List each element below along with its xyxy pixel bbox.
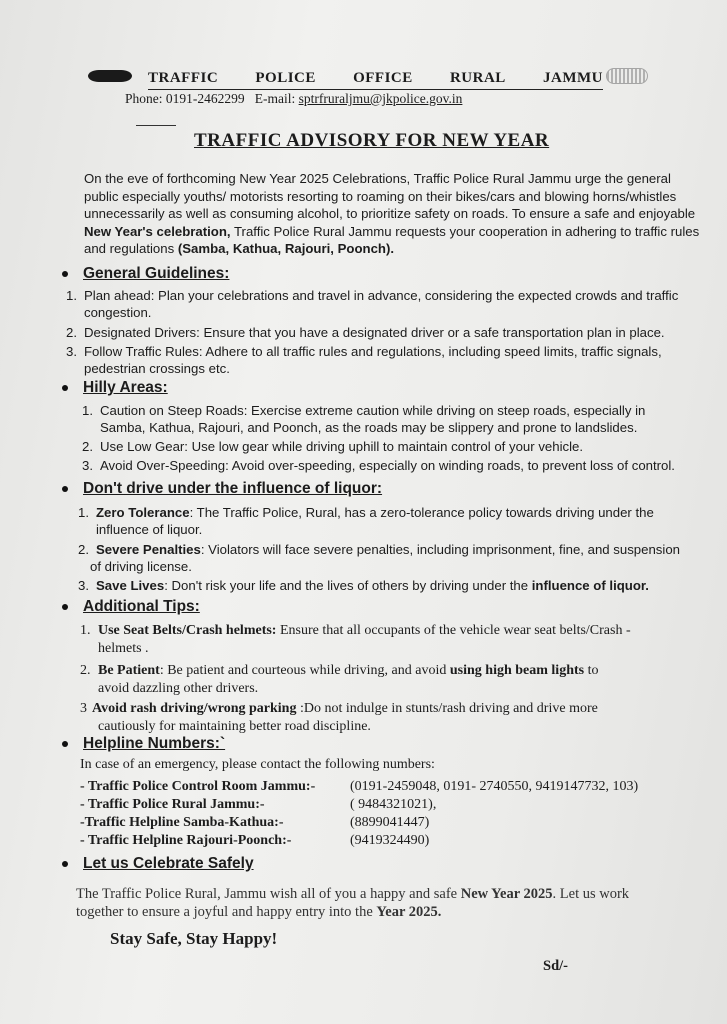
item-text: :Do not indulge in stunts/rash driving and drive more	[296, 701, 598, 716]
list-item	[78, 504, 708, 521]
list-item	[80, 662, 710, 680]
item-number: 2.	[66, 325, 77, 340]
bullet-icon	[62, 741, 68, 747]
header-word: OFFICE	[353, 70, 413, 86]
item-bold: Avoid rash driving/wrong parking	[92, 701, 297, 716]
helpline-row	[80, 814, 710, 832]
list-item	[80, 622, 710, 640]
list-item-continued: pedestrian crossings etc.	[84, 361, 230, 376]
closing-paragraph	[76, 885, 716, 921]
closing-text: together to ensure a joyful and happy entry into the	[76, 904, 377, 920]
section-title: General Guidelines:	[83, 265, 230, 282]
intro-line	[84, 240, 700, 258]
closing-text: The Traffic Police Rural, Jammu wish all of you a happy and safe	[76, 886, 461, 902]
list-item-continued: of driving license.	[90, 559, 192, 574]
section-heading-general	[62, 265, 229, 283]
helpline-row	[80, 778, 710, 796]
helpline-number[interactable]: (0191-2459048, 0191- 2740550, 9419147732, 103)	[350, 779, 639, 794]
page-title: TRAFFIC ADVISORY FOR NEW YEAR	[194, 130, 550, 151]
list-item-continued: congestion.	[84, 305, 152, 320]
bullet-icon	[62, 861, 68, 867]
closing-bold: New Year 2025	[460, 886, 553, 902]
item-text: Use Low Gear: Use low gear while driving uphill to maintain control of your vehicle.	[100, 439, 584, 454]
section-title: Let us Celebrate Safely	[83, 855, 254, 872]
section-title: Don't drive under the influence of liquor:	[83, 480, 383, 497]
closing-text: . Let us work	[552, 886, 630, 902]
bullet-icon	[62, 486, 68, 492]
bullet-icon	[62, 385, 68, 391]
intro-line: unnecessarily as well as consuming alcohol, to prioritize safety on roads. To ensure a safe and enjoyable	[84, 206, 696, 221]
general-list	[66, 287, 706, 377]
item-bold: Use Seat Belts/Crash helmets:	[98, 623, 277, 638]
list-item-continued: influence of liquor.	[96, 522, 203, 537]
item-text: Follow Traffic Rules: Adhere to all traffic rules and regulations, including speed limits, traffic signals,	[84, 344, 662, 359]
bullet-icon	[62, 604, 68, 610]
email-label: E-mail:	[254, 91, 296, 106]
item-bold: Save Lives	[96, 578, 165, 593]
list-item	[78, 541, 708, 558]
item-text: : Don't risk your life and the lives of others by driving under the	[164, 578, 532, 593]
list-item	[66, 324, 706, 341]
list-item-continued: Samba, Kathua, Rajouri, and Poonch, as the roads may be slippery and prone to landslides.	[100, 420, 638, 435]
item-text: Designated Drivers: Ensure that you have a designated driver or a safe transportation plan in place.	[84, 325, 665, 340]
list-item	[82, 457, 702, 474]
item-text: : The Traffic Police, Rural, has a zero-tolerance policy towards driving under the	[189, 505, 654, 520]
helpline-label: - Traffic Police Rural Jammu:-	[80, 797, 265, 812]
helpline-number[interactable]: ( 9484321021),	[350, 797, 437, 812]
item-number: 1.	[66, 288, 77, 303]
email-link[interactable]: sptrfruraljmu@jkpolice.gov.in	[298, 91, 463, 106]
helpline-label: - Traffic Police Control Room Jammu:-	[80, 779, 316, 794]
list-item	[82, 438, 702, 455]
item-number: 3.	[66, 344, 77, 359]
list-item	[82, 402, 702, 419]
section-heading-tips	[62, 598, 200, 616]
intro-bold: New Year's celebration,	[84, 223, 231, 239]
section-title: Helpline Numbers:`	[83, 735, 226, 752]
item-text: Ensure that all occupants of the vehicle wear seat belts/Crash -	[276, 623, 631, 638]
item-number: 2.	[82, 439, 93, 454]
intro-line: public especially youths/ motorists resorting to roaming on their bikes/cars and blowing horns/whistles	[84, 188, 677, 204]
item-bold: Zero Tolerance	[96, 505, 190, 520]
item-bold: Severe Penalties	[96, 542, 201, 557]
bullet-icon	[62, 271, 68, 277]
stay-safe-slogan: Stay Safe, Stay Happy!	[110, 929, 278, 948]
hilly-list	[82, 402, 702, 474]
item-number: 3.	[78, 578, 89, 593]
list-item	[66, 343, 706, 360]
item-text: : Violators will face severe penalties, including imprisonment, fine, and suspension	[200, 542, 681, 557]
intro-line	[84, 223, 700, 241]
item-text: Avoid Over-Speeding: Avoid over-speeding, especially on winding roads, to prevent loss of control.	[100, 458, 675, 473]
section-heading-liquor	[62, 480, 382, 498]
helpline-row	[80, 832, 710, 850]
item-text: : Be patient and courteous while driving, and avoid	[159, 663, 450, 678]
helpline-number[interactable]: (8899041447)	[350, 815, 430, 830]
section-heading-hilly	[62, 379, 168, 397]
section-heading-helpline	[62, 735, 225, 753]
helpline-intro: In case of an emergency, please contact the following numbers:	[80, 757, 435, 772]
intro-text: Traffic Police Rural Jammu requests your cooperation in adhering to traffic rules	[230, 223, 700, 239]
item-number: 1.	[80, 623, 91, 638]
item-number: 1.	[78, 505, 89, 520]
section-title: Additional Tips:	[83, 598, 200, 615]
header-word: RURAL	[449, 70, 506, 86]
seal-icon	[606, 68, 648, 84]
item-text: Caution on Steep Roads: Exercise extreme caution while driving on steep roads, especially in	[100, 403, 646, 418]
list-item-continued: helmets .	[98, 641, 149, 656]
item-bold: using high beam lights	[449, 663, 585, 678]
item-bold: Be Patient	[98, 663, 160, 678]
section-heading-celebrate	[62, 855, 254, 873]
helpline-label: -Traffic Helpline Samba-Kathua:-	[80, 815, 284, 830]
item-text: to	[584, 663, 599, 678]
phone: Phone: 0191-2462299	[125, 91, 245, 106]
list-item	[80, 700, 710, 718]
item-number: 3	[80, 701, 87, 716]
office-header	[148, 70, 603, 90]
list-item	[78, 577, 708, 594]
liquor-list	[78, 504, 708, 594]
divider	[136, 125, 176, 126]
closing-line	[76, 885, 716, 903]
closing-bold: Year 2025.	[376, 904, 442, 920]
tips-list	[80, 622, 710, 736]
item-number: 3.	[82, 458, 93, 473]
intro-paragraph	[84, 170, 700, 258]
helpline-number[interactable]: (9419324490)	[350, 833, 430, 848]
list-item-continued: avoid dazzling other drivers.	[98, 681, 259, 696]
header-word: POLICE	[255, 70, 316, 86]
item-number: 1.	[82, 403, 93, 418]
signature: Sd/-	[543, 958, 568, 974]
item-number: 2.	[78, 542, 89, 557]
intro-text: and regulations	[84, 241, 178, 256]
helpline-label: - Traffic Helpline Rajouri-Poonch:-	[80, 833, 292, 848]
header-word: JAMMU	[543, 70, 603, 86]
item-number: 2.	[80, 663, 91, 678]
section-title: Hilly Areas:	[83, 379, 168, 396]
police-emblem-icon	[88, 70, 132, 82]
item-text: Plan ahead: Plan your celebrations and travel in advance, considering the expected crowds and traffic	[84, 288, 679, 303]
intro-bold: (Samba, Kathua, Rajouri, Poonch).	[177, 241, 395, 256]
list-item-continued: cautiously for maintaining better road discipline.	[98, 719, 371, 734]
intro-line: On the eve of forthcoming New Year 2025 Celebrations, Traffic Police Rural Jammu urge the general	[84, 171, 671, 186]
header-word: TRAFFIC	[148, 70, 219, 86]
helpline-row	[80, 796, 710, 814]
closing-line	[76, 903, 716, 921]
list-item	[66, 287, 706, 304]
item-bold: influence of liquor.	[531, 578, 649, 593]
contact-line	[125, 91, 462, 107]
helpline-table	[80, 778, 710, 850]
